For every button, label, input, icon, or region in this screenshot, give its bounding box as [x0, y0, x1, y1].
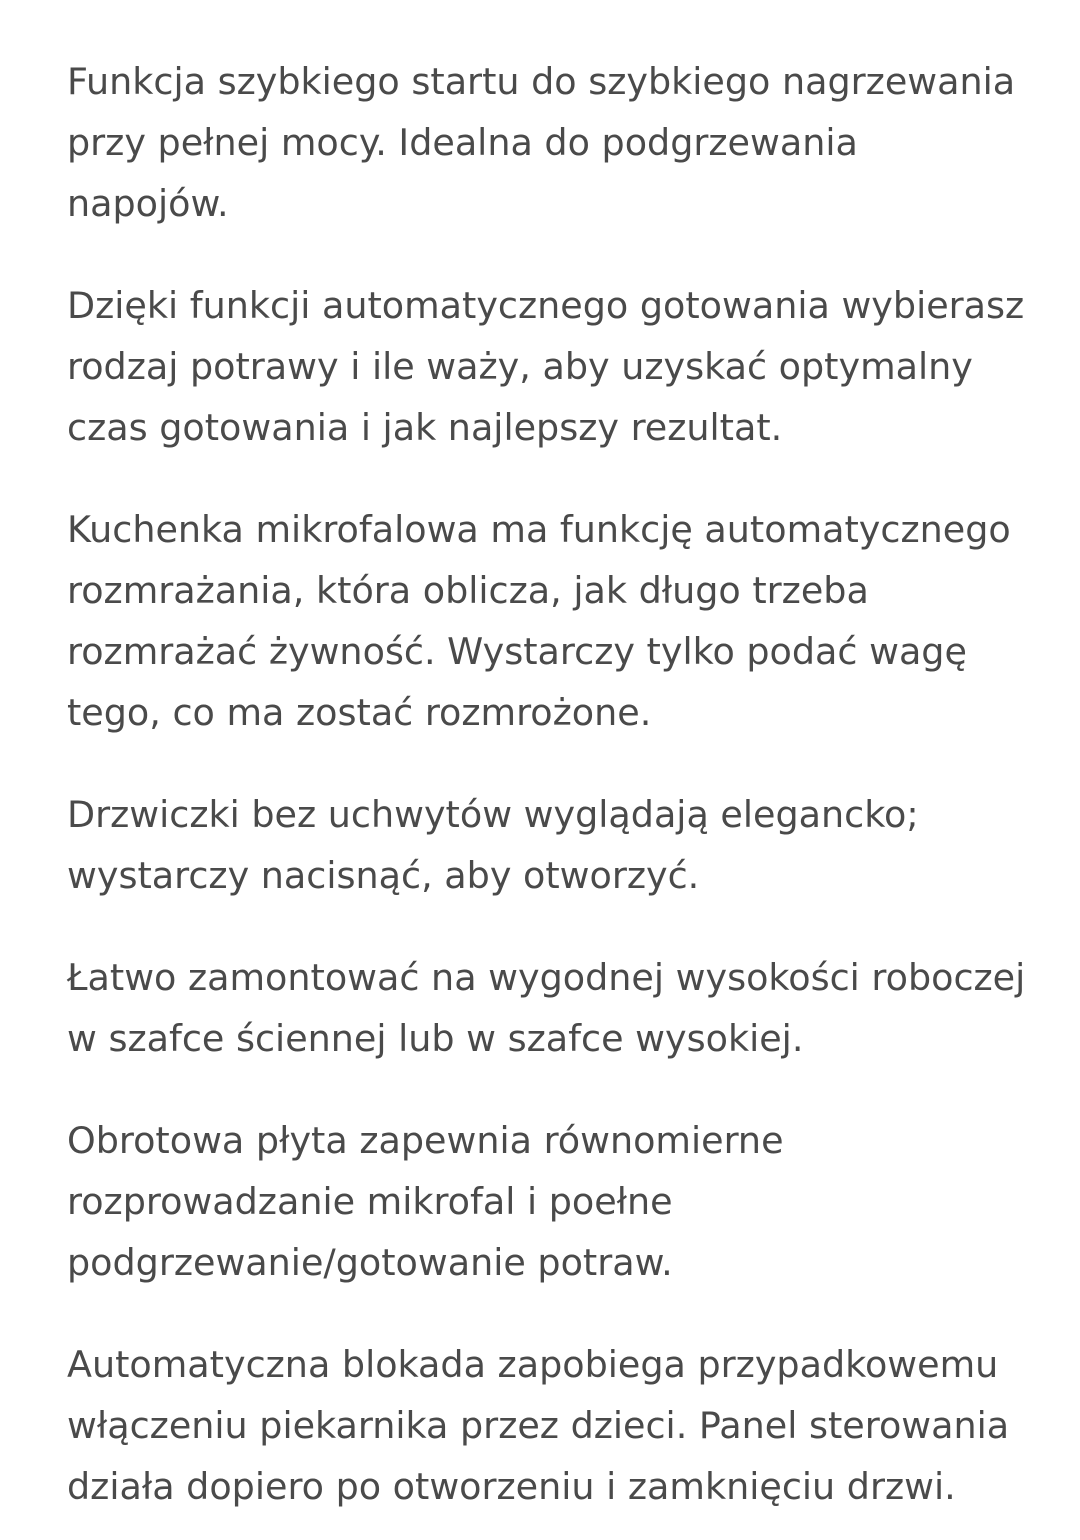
text-line: włączeniu piekarnika przez dzieci. Panel sterowania — [67, 1404, 1010, 1447]
text-line: rozmrażać żywność. Wystarczy tylko podać wagę — [67, 630, 967, 673]
text-line: w szafce ściennej lub w szafce wysokiej. — [67, 1017, 804, 1060]
text-line: przy pełnej mocy. Idealna do podgrzewania — [67, 121, 858, 164]
feature-paragraph-quick-start — [67, 51, 1027, 234]
product-feature-description — [67, 51, 1027, 1517]
text-line: wystarczy nacisnąć, aby otworzyć. — [67, 854, 700, 897]
feature-paragraph-auto-cook — [67, 275, 1027, 458]
text-line: rozmrażania, która oblicza, jak długo trzeba — [67, 569, 869, 612]
text-line: podgrzewanie/gotowanie potraw. — [67, 1241, 673, 1284]
text-line: Łatwo zamontować na wygodnej wysokości roboczej — [67, 956, 1026, 999]
text-line: Obrotowa płyta zapewnia równomierne — [67, 1119, 784, 1162]
text-line: czas gotowania i jak najlepszy rezultat. — [67, 406, 783, 449]
feature-paragraph-turntable — [67, 1110, 1027, 1293]
text-line: rozprowadzanie mikrofal i poełne — [67, 1180, 673, 1223]
feature-paragraph-auto-defrost — [67, 499, 1027, 743]
text-line: działa dopiero po otworzeniu i zamknięciu drzwi. — [67, 1465, 956, 1508]
text-line: Funkcja szybkiego startu do szybkiego nagrzewania — [67, 60, 1016, 103]
feature-paragraph-mounting — [67, 947, 1027, 1069]
text-line: rodzaj potrawy i ile waży, aby uzyskać optymalny — [67, 345, 973, 388]
feature-paragraph-handleless-door — [67, 784, 1027, 906]
text-line: Automatyczna blokada zapobiega przypadkowemu — [67, 1343, 999, 1386]
feature-paragraph-child-lock — [67, 1334, 1027, 1517]
text-line: Drzwiczki bez uchwytów wyglądają elegancko; — [67, 793, 919, 836]
text-line: napojów. — [67, 182, 229, 225]
text-line: Dzięki funkcji automatycznego gotowania wybierasz — [67, 284, 1025, 327]
text-line: tego, co ma zostać rozmrożone. — [67, 691, 652, 734]
text-line: Kuchenka mikrofalowa ma funkcję automatycznego — [67, 508, 1011, 551]
